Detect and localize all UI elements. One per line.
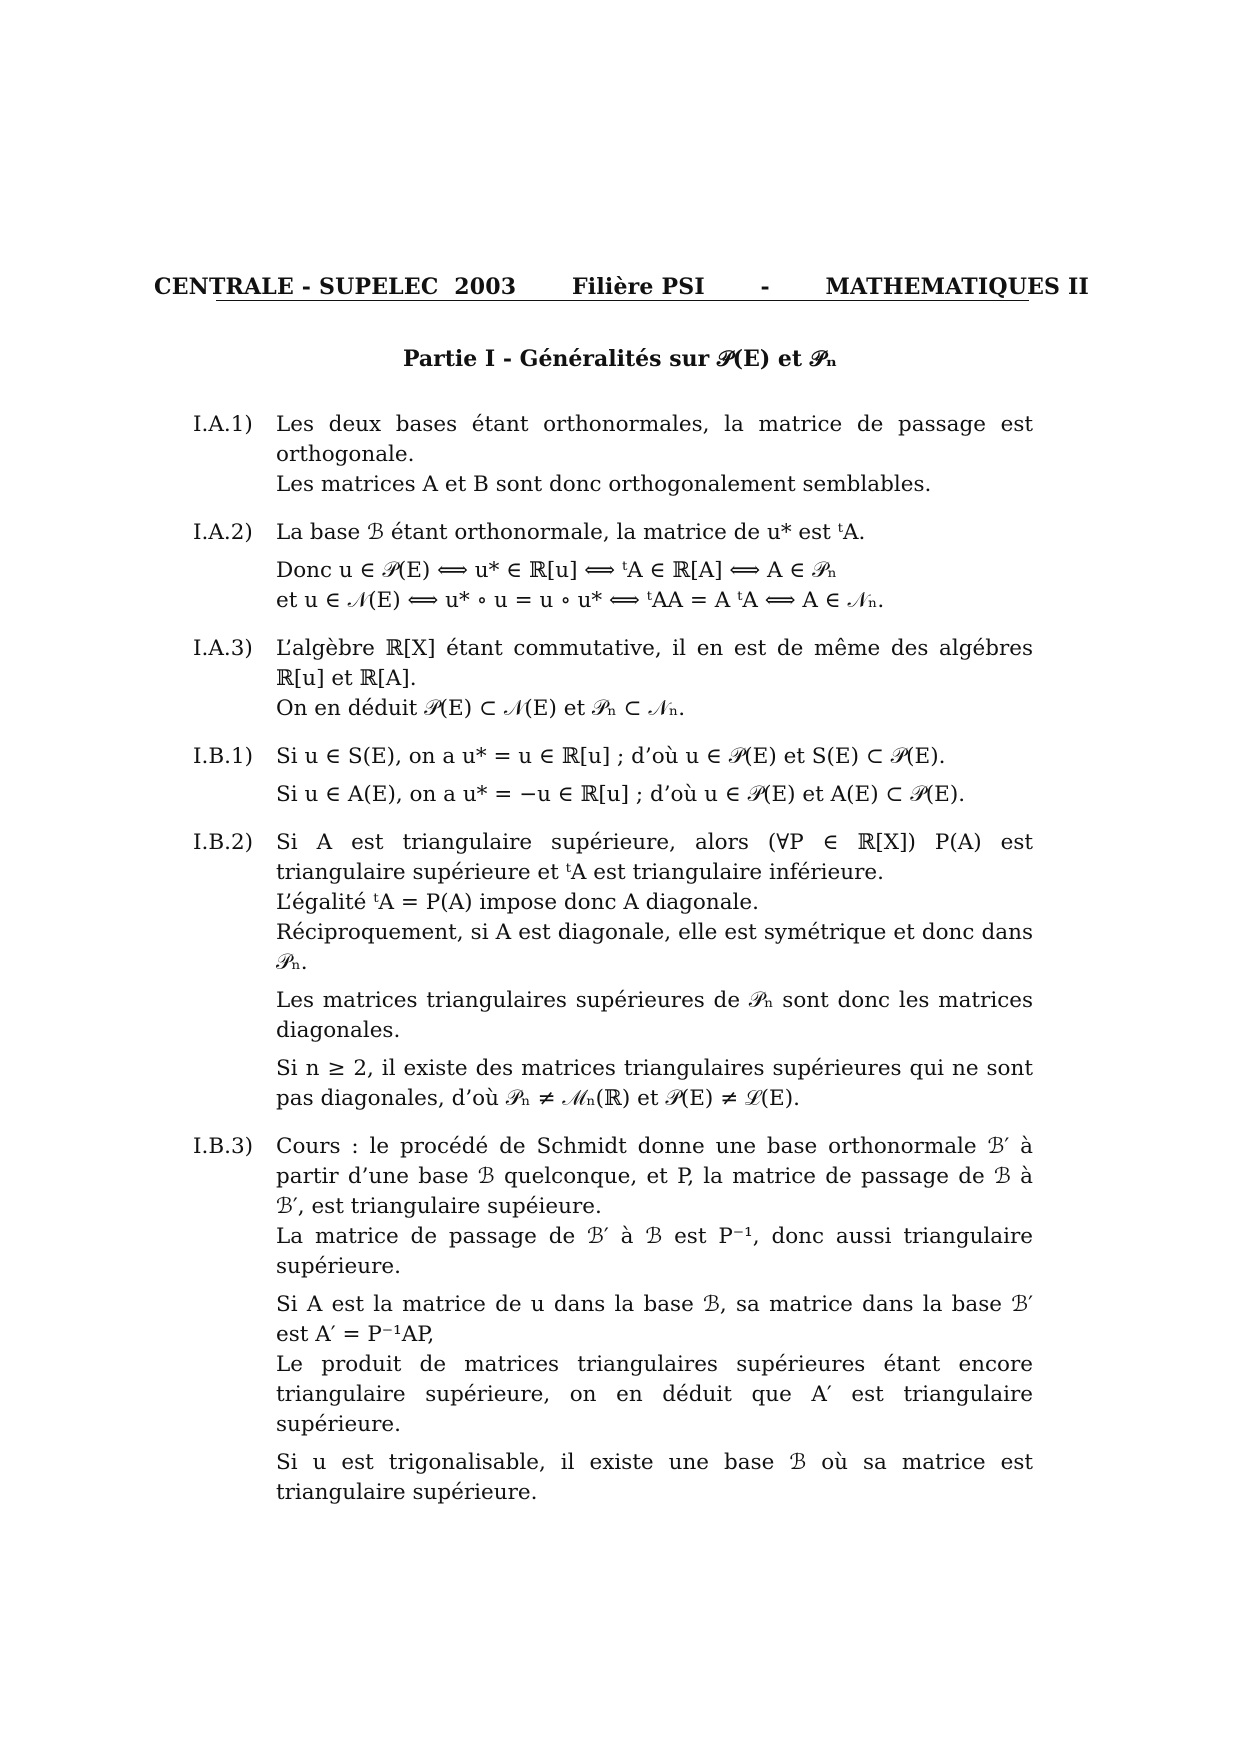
item-paragraph: Si n ≥ 2, il existe des matrices triangulaires supérieures qui ne sont pas diagonales, d’où 𝒫ₙ ≠ ℳₙ(ℝ) et 𝒫(E) ≠ ℒ(E).	[276, 1056, 1033, 1111]
item-paragraph: La base ℬ étant orthonormale, la matrice de u* est ᵗA.	[276, 520, 866, 545]
item-body	[276, 518, 1033, 616]
item-paragraph: L’algèbre ℝ[X] étant commutative, il en est de même des algébres ℝ[u] et ℝ[A]. On en déduit 𝒫(E) ⊂ 𝒩(E) et 𝒫ₙ ⊂ 𝒩ₙ.	[276, 636, 1033, 721]
item-paragraph: Les deux bases étant orthonormales, la matrice de passage est orthogonale. Les matrices A et B sont donc orthogonalement semblables.	[276, 412, 1033, 497]
part-title: Partie I - Généralités sur 𝒫(E) et 𝒫ₙ	[402, 346, 838, 372]
item-body	[276, 742, 1033, 810]
document-body	[193, 410, 1033, 1526]
item-paragraph: Si u ∈ S(E), on a u* = u ∈ ℝ[u] ; d’où u ∈ 𝒫(E) et S(E) ⊂ 𝒫(E).	[276, 744, 946, 769]
item-label: I.A.1)	[193, 412, 253, 437]
item	[193, 1132, 1033, 1508]
item-label: I.B.3)	[193, 1134, 254, 1159]
item	[193, 742, 1033, 810]
item-label: I.B.2)	[193, 830, 254, 855]
item-paragraph: Si A est la matrice de u dans la base ℬ, sa matrice dans la base ℬ′ est A′ = P⁻¹AP, Le produit de matrices triangulaires supérieures étant encore triangulaire supérieure, on en déduit que A′ est triangulaire supérieure.	[276, 1292, 1033, 1437]
item-paragraph: Si u est trigonalisable, il existe une base ℬ où sa matrice est triangulaire supérieure.	[276, 1450, 1033, 1505]
header-middle: Filière PSI	[571, 274, 705, 300]
item-paragraph: Si u ∈ A(E), on a u* = −u ∈ ℝ[u] ; d’où u ∈ 𝒫(E) et A(E) ⊂ 𝒫(E).	[276, 782, 966, 807]
header-dash: -	[760, 274, 770, 300]
item	[193, 828, 1033, 1114]
header-left: CENTRALE - SUPELEC 2003	[154, 274, 517, 300]
item-paragraph: Cours : le procédé de Schmidt donne une base orthonormale ℬ′ à partir d’une base ℬ quelconque, et P, la matrice de passage de ℬ à ℬ′, est triangulaire supéieure. La matrice de passage de ℬ′ à ℬ est P⁻¹, donc aussi triangulaire supérieure.	[276, 1134, 1033, 1279]
item-label: I.A.3)	[193, 636, 253, 661]
header-right: MATHEMATIQUES II	[825, 274, 1089, 300]
item-label: I.B.1)	[193, 744, 254, 769]
header-underline	[216, 300, 1029, 301]
item-body	[276, 1132, 1033, 1508]
item-paragraph: Si A est triangulaire supérieure, alors (∀P ∈ ℝ[X]) P(A) est triangulaire supérieure et ᵗA est triangulaire inférieure. L’égalité ᵗA = P(A) impose donc A diagonale. Réciproquement, si A est diagonale, elle est symétrique et donc dans 𝒫ₙ.	[276, 830, 1033, 975]
document-header	[154, 274, 1089, 300]
item-body	[276, 828, 1033, 1114]
item	[193, 410, 1033, 500]
item-body	[276, 634, 1033, 724]
item	[193, 634, 1033, 724]
item	[193, 518, 1033, 616]
item-paragraph: Donc u ∈ 𝒫(E) ⟺ u* ∈ ℝ[u] ⟺ ᵗA ∈ ℝ[A] ⟺ A ∈ 𝒫ₙ et u ∈ 𝒩(E) ⟺ u* ∘ u = u ∘ u* ⟺ ᵗAA = A ᵗA ⟺ A ∈ 𝒩ₙ.	[276, 558, 885, 613]
item-label: I.A.2)	[193, 520, 253, 545]
item-body	[276, 410, 1033, 500]
item-paragraph: Les matrices triangulaires supérieures de 𝒫ₙ sont donc les matrices diagonales.	[276, 988, 1033, 1043]
